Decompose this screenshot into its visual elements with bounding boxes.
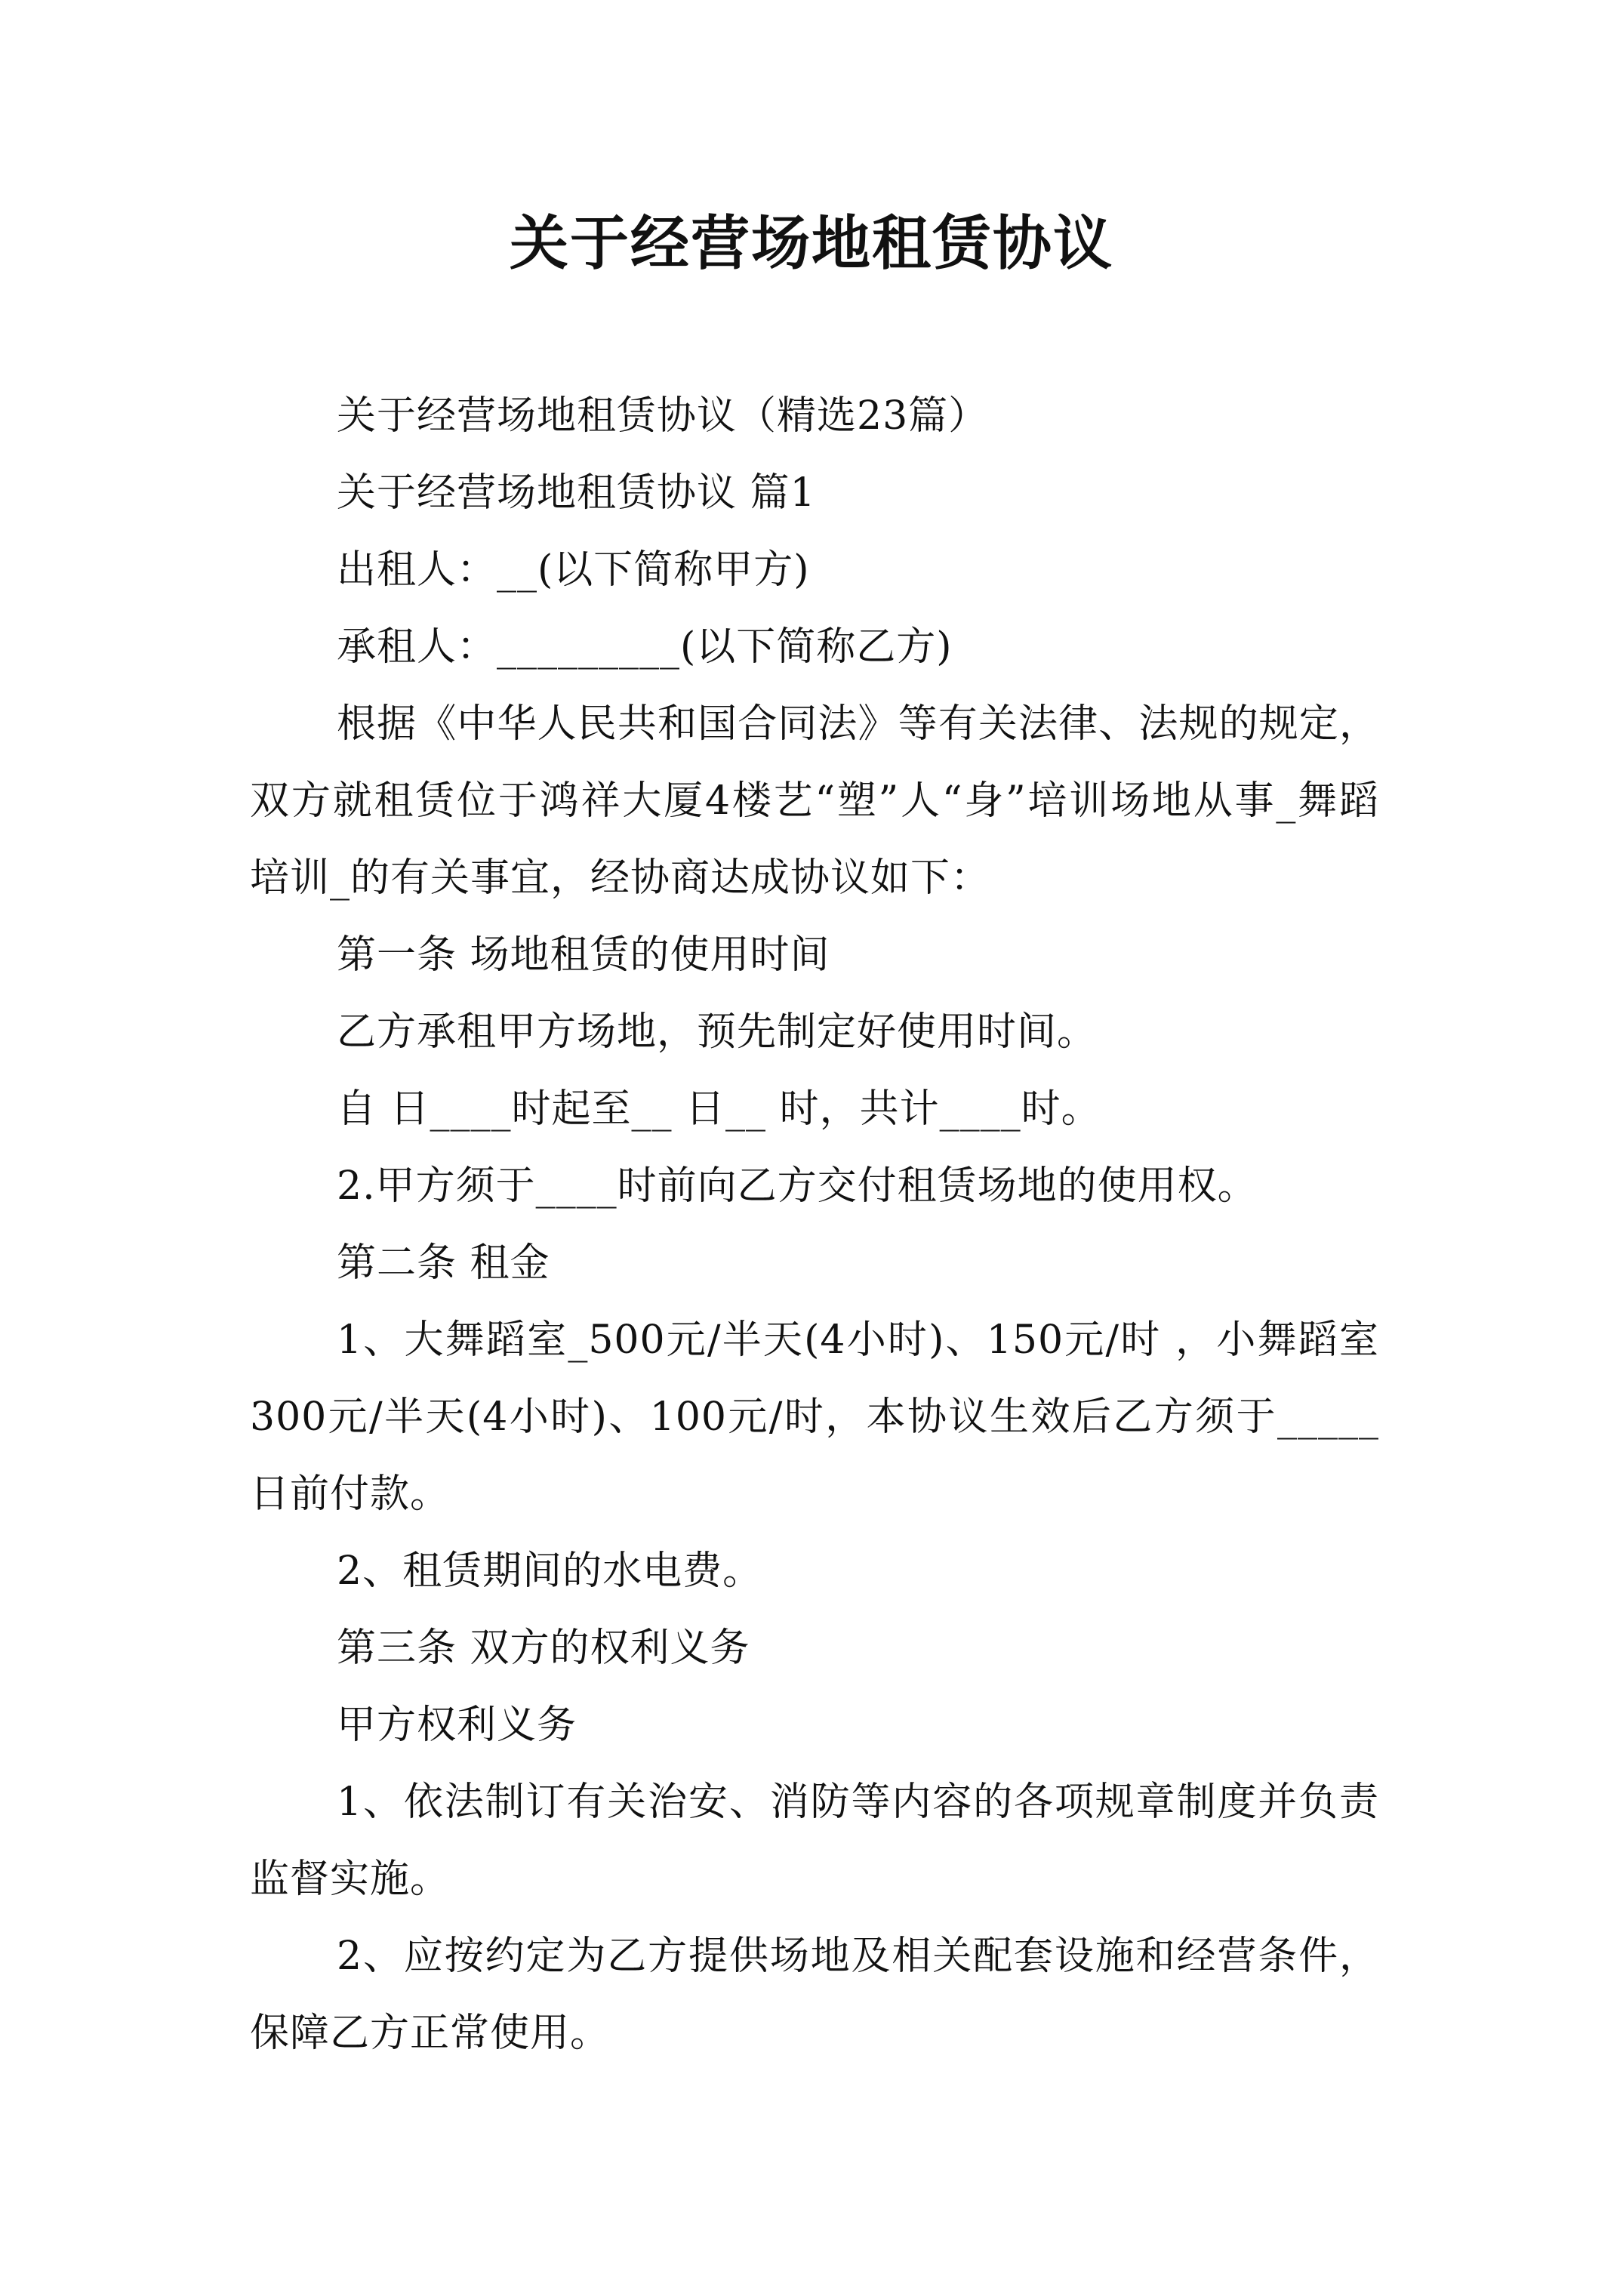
- body-paragraph: 乙方承租甲方场地，预先制定好使用时间。: [337, 1009, 1098, 1055]
- body-paragraph: 2、应按约定为乙方提供场地及相关配套设施和经营条件，保障乙方正常使用。: [250, 1934, 1379, 2056]
- article-heading: 第二条 租金: [337, 1240, 550, 1286]
- article-heading: 第三条 双方的权利义务: [337, 1626, 750, 1671]
- subtitle-paragraph: 关于经营场地租赁协议（精选23篇）: [337, 393, 989, 439]
- lessee-line: 承租人：_________(以下简称乙方): [337, 624, 953, 670]
- subheading: 甲方权利义务: [337, 1703, 577, 1748]
- article-heading: 第一条 场地租赁的使用时间: [337, 932, 830, 978]
- body-paragraph: 2、租赁期间的水电费。: [337, 1549, 763, 1594]
- body-paragraph: 1、大舞蹈室_500元/半天(4小时)、150元/时 ，小舞蹈室 300元/半天(4小时)、100元/时，本协议生效后乙方须于_____日前付款。: [250, 1318, 1379, 1517]
- document-body: [250, 378, 1379, 2072]
- lessor-line: 出租人：__(以下简称甲方): [337, 547, 810, 593]
- body-paragraph: 自 日____时起至__ 日__ 时，共计____时。: [337, 1086, 1101, 1132]
- body-paragraph: 1、依法制订有关治安、消防等内容的各项规章制度并负责监督实施。: [250, 1780, 1379, 1902]
- document-title: 关于经营场地租赁协议: [509, 209, 1113, 278]
- preamble-paragraph: 根据《中华人民共和国合同法》等有关法律、法规的规定，双方就租赁位于鸿祥大厦4楼艺“塑”人“身”培训场地从事_舞蹈培训_的有关事宜，经协商达成协议如下：: [250, 701, 1379, 901]
- section-heading: 关于经营场地租赁协议 篇1: [337, 470, 816, 516]
- body-paragraph: 2.甲方须于____时前向乙方交付租赁场地的使用权。: [337, 1163, 1258, 1209]
